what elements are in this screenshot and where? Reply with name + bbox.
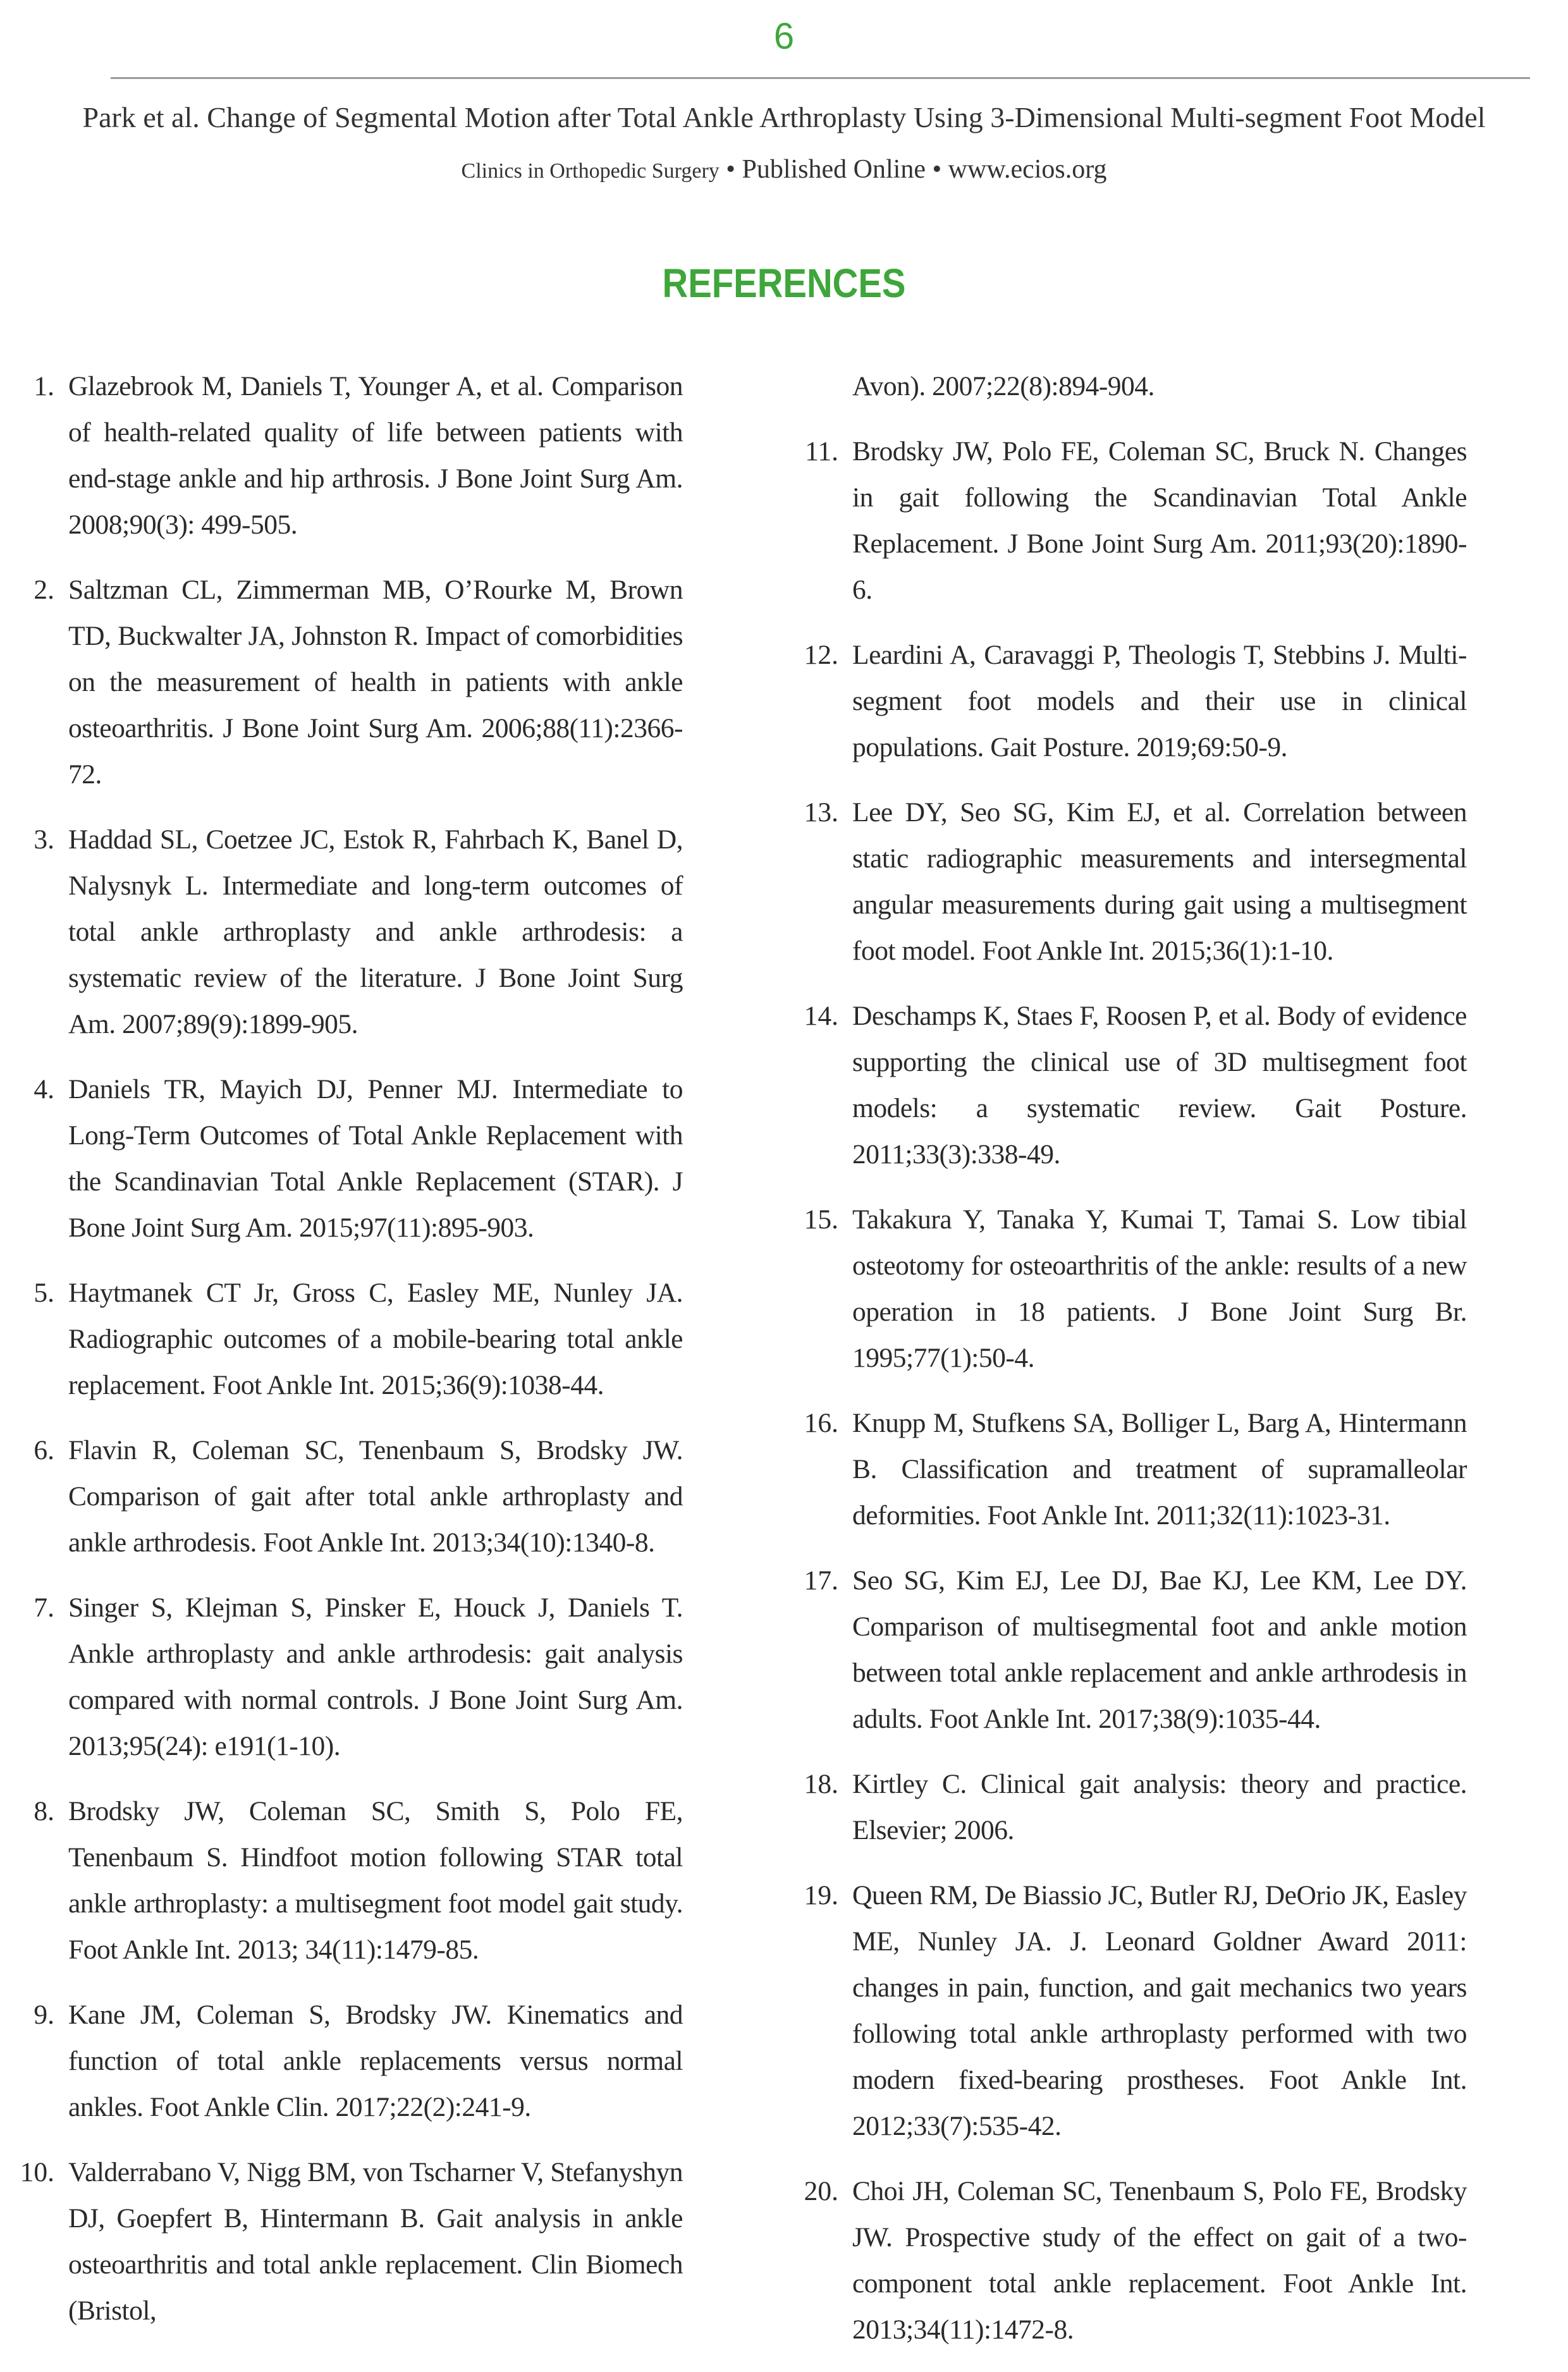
reference-text: Queen RM, De Biassio JC, Butler RJ, DeOrio JK, Easley ME, Nunley JA. J. Leonard Goldner Award 2011: changes in pain, function, and gait mechanics two years following total ankle arthroplasty performed with two modern fixed-bearing prostheses. Foot Ankle Int. 2012;33(7):535-42. xyxy=(852,1880,1467,2141)
reference-text: Kirtley C. Clinical gait analysis: theory and practice. Elsevier; 2006. xyxy=(852,1769,1467,1845)
journal-publication-info: • Published Online • www.ecios.org xyxy=(719,155,1107,184)
reference-text: Haytmanek CT Jr, Gross C, Easley ME, Nunley JA. Radiographic outcomes of a mobile-bearing total ankle replacement. Foot Ankle Int. 2015;36(9):1038-44. xyxy=(68,1278,683,1400)
reference-item xyxy=(13,567,683,798)
reference-number: 13. xyxy=(804,797,838,828)
reference-item xyxy=(13,817,683,1048)
reference-item xyxy=(797,790,1467,974)
reference-number: 16. xyxy=(804,1408,838,1438)
reference-text: Takakura Y, Tanaka Y, Kumai T, Tamai S. Low tibial osteotomy for osteoarthritis of the ankle: results of a new operation in 18 patients. J Bone Joint Surg Br. 1995;77(1):50-4. xyxy=(852,1204,1467,1373)
reference-number: 11. xyxy=(805,436,838,467)
references-left-column xyxy=(13,364,683,2353)
header-divider xyxy=(111,77,1530,79)
reference-item xyxy=(797,1558,1467,1742)
reference-item xyxy=(13,1067,683,1251)
reference-item xyxy=(797,2168,1467,2353)
reference-text: Kane JM, Coleman S, Brodsky JW. Kinematics and function of total ankle replacements versus normal ankles. Foot Ankle Clin. 2017;22(2):241-9. xyxy=(68,2000,683,2122)
reference-number: 20. xyxy=(804,2176,838,2206)
reference-number: 9. xyxy=(34,2000,54,2030)
reference-text: Lee DY, Seo SG, Kim EJ, et al. Correlation between static radiographic measurements and intersegmental angular measurements during gait using a multisegment foot model. Foot Ankle Int. 2015;36(1):1-10. xyxy=(852,797,1467,966)
reference-item xyxy=(13,1427,683,1566)
reference-text: Glazebrook M, Daniels T, Younger A, et al. Comparison of health-related quality of life between patients with end-stage ankle and hip arthrosis. J Bone Joint Surg Am. 2008;90(3): 499-505. xyxy=(68,371,683,540)
reference-number: 8. xyxy=(34,1796,54,1826)
page-number: 6 xyxy=(773,16,795,57)
reference-text: Haddad SL, Coetzee JC, Estok R, Fahrbach K, Banel D, Nalysnyk L. Intermediate and long-term outcomes of total ankle arthroplasty and ankle arthrodesis: a systematic review of the literature. J Bone Joint Surg Am. 2007;89(9):1899-905. xyxy=(68,824,683,1039)
reference-number: 3. xyxy=(34,824,54,855)
reference-number: 2. xyxy=(34,575,54,605)
reference-number: 1. xyxy=(34,371,54,401)
journal-line xyxy=(0,152,1568,189)
reference-text: Seo SG, Kim EJ, Lee DJ, Bae KJ, Lee KM, Lee DY. Comparison of multisegmental foot and ankle motion between total ankle replacement and ankle arthrodesis in adults. Foot Ankle Int. 2017;38(9):1035-44. xyxy=(852,1565,1467,1734)
reference-item xyxy=(13,2149,683,2334)
reference-text: Avon). 2007;22(8):894-904. xyxy=(852,371,1155,401)
reference-item xyxy=(13,1992,683,2131)
reference-number: 15. xyxy=(804,1204,838,1235)
reference-number: 19. xyxy=(804,1880,838,1910)
reference-item xyxy=(797,429,1467,613)
reference-text: Daniels TR, Mayich DJ, Penner MJ. Intermediate to Long-Term Outcomes of Total Ankle Replacement with the Scandinavian Total Ankle Replacement (STAR). J Bone Joint Surg Am. 2015;97(11):895-903. xyxy=(68,1074,683,1243)
reference-item xyxy=(797,993,1467,1178)
reference-number: 18. xyxy=(804,1769,838,1799)
reference-text: Choi JH, Coleman SC, Tenenbaum S, Polo FE, Brodsky JW. Prospective study of the effect on gait of a two-component total ankle replacement. Foot Ankle Int. 2013;34(11):1472-8. xyxy=(852,2176,1467,2345)
reference-item xyxy=(797,1197,1467,1381)
reference-text: Singer S, Klejman S, Pinsker E, Houck J, Daniels T. Ankle arthroplasty and ankle arthrodesis: gait analysis compared with normal controls. J Bone Joint Surg Am. 2013;95(24): e191(1-10). xyxy=(68,1593,683,1761)
reference-text: Saltzman CL, Zimmerman MB, O’Rourke M, Brown TD, Buckwalter JA, Johnston R. Impact of comorbidities on the measurement of health in patients with ankle osteoarthritis. J Bone Joint Surg Am. 2006;88(11):2366-72. xyxy=(68,575,683,790)
journal-name: Clinics in Orthopedic Surgery xyxy=(461,159,720,183)
reference-number: 10. xyxy=(20,2157,54,2187)
reference-number: 6. xyxy=(34,1435,54,1465)
reference-item xyxy=(13,1585,683,1770)
reference-number: 4. xyxy=(34,1074,54,1104)
reference-number: 5. xyxy=(34,1278,54,1308)
reference-text: Leardini A, Caravaggi P, Theologis T, Stebbins J. Multi-segment foot models and their use in clinical populations. Gait Posture. 2019;69:50-9. xyxy=(852,640,1467,762)
reference-text: Brodsky JW, Coleman SC, Smith S, Polo FE, Tenenbaum S. Hindfoot motion following STAR total ankle arthroplasty: a multisegment foot model gait study. Foot Ankle Int. 2013; 34(11):1479-85. xyxy=(68,1796,683,1965)
reference-item-continuation xyxy=(797,364,1467,410)
reference-text: Deschamps K, Staes F, Roosen P, et al. Body of evidence supporting the clinical use of 3D multisegment foot models: a systematic review. Gait Posture. 2011;33(3):338-49. xyxy=(852,1001,1467,1170)
reference-item xyxy=(13,1788,683,1973)
reference-item xyxy=(797,1400,1467,1539)
section-title: REFERENCES xyxy=(662,260,906,306)
reference-item xyxy=(13,364,683,548)
reference-item xyxy=(797,1873,1467,2149)
reference-text: Valderrabano V, Nigg BM, von Tscharner V, Stefanyshyn DJ, Goepfert B, Hintermann B. Gait analysis in ankle osteoarthritis and total ankle replacement. Clin Biomech (Bristol, xyxy=(68,2157,683,2326)
reference-number: 14. xyxy=(804,1001,838,1031)
reference-text: Flavin R, Coleman SC, Tenenbaum S, Brodsky JW. Comparison of gait after total ankle arthroplasty and ankle arthrodesis. Foot Ankle Int. 2013;34(10):1340-8. xyxy=(68,1435,683,1558)
reference-number: 12. xyxy=(804,640,838,670)
running-title: Park et al. Change of Segmental Motion after Total Ankle Arthroplasty Using 3-Dimensional Multi-segment Foot Model xyxy=(82,101,1486,133)
reference-item xyxy=(13,1270,683,1409)
reference-text: Brodsky JW, Polo FE, Coleman SC, Bruck N. Changes in gait following the Scandinavian Total Ankle Replacement. J Bone Joint Surg Am. 2011;93(20):1890-6. xyxy=(852,436,1467,605)
reference-text: Knupp M, Stufkens SA, Bolliger L, Barg A, Hintermann B. Classification and treatment of supramalleolar deformities. Foot Ankle Int. 2011;32(11):1023-31. xyxy=(852,1408,1467,1531)
reference-number: 17. xyxy=(804,1565,838,1596)
reference-number: 7. xyxy=(34,1593,54,1623)
references-right-column xyxy=(797,364,1467,2372)
reference-item xyxy=(797,1761,1467,1854)
reference-item xyxy=(797,632,1467,771)
